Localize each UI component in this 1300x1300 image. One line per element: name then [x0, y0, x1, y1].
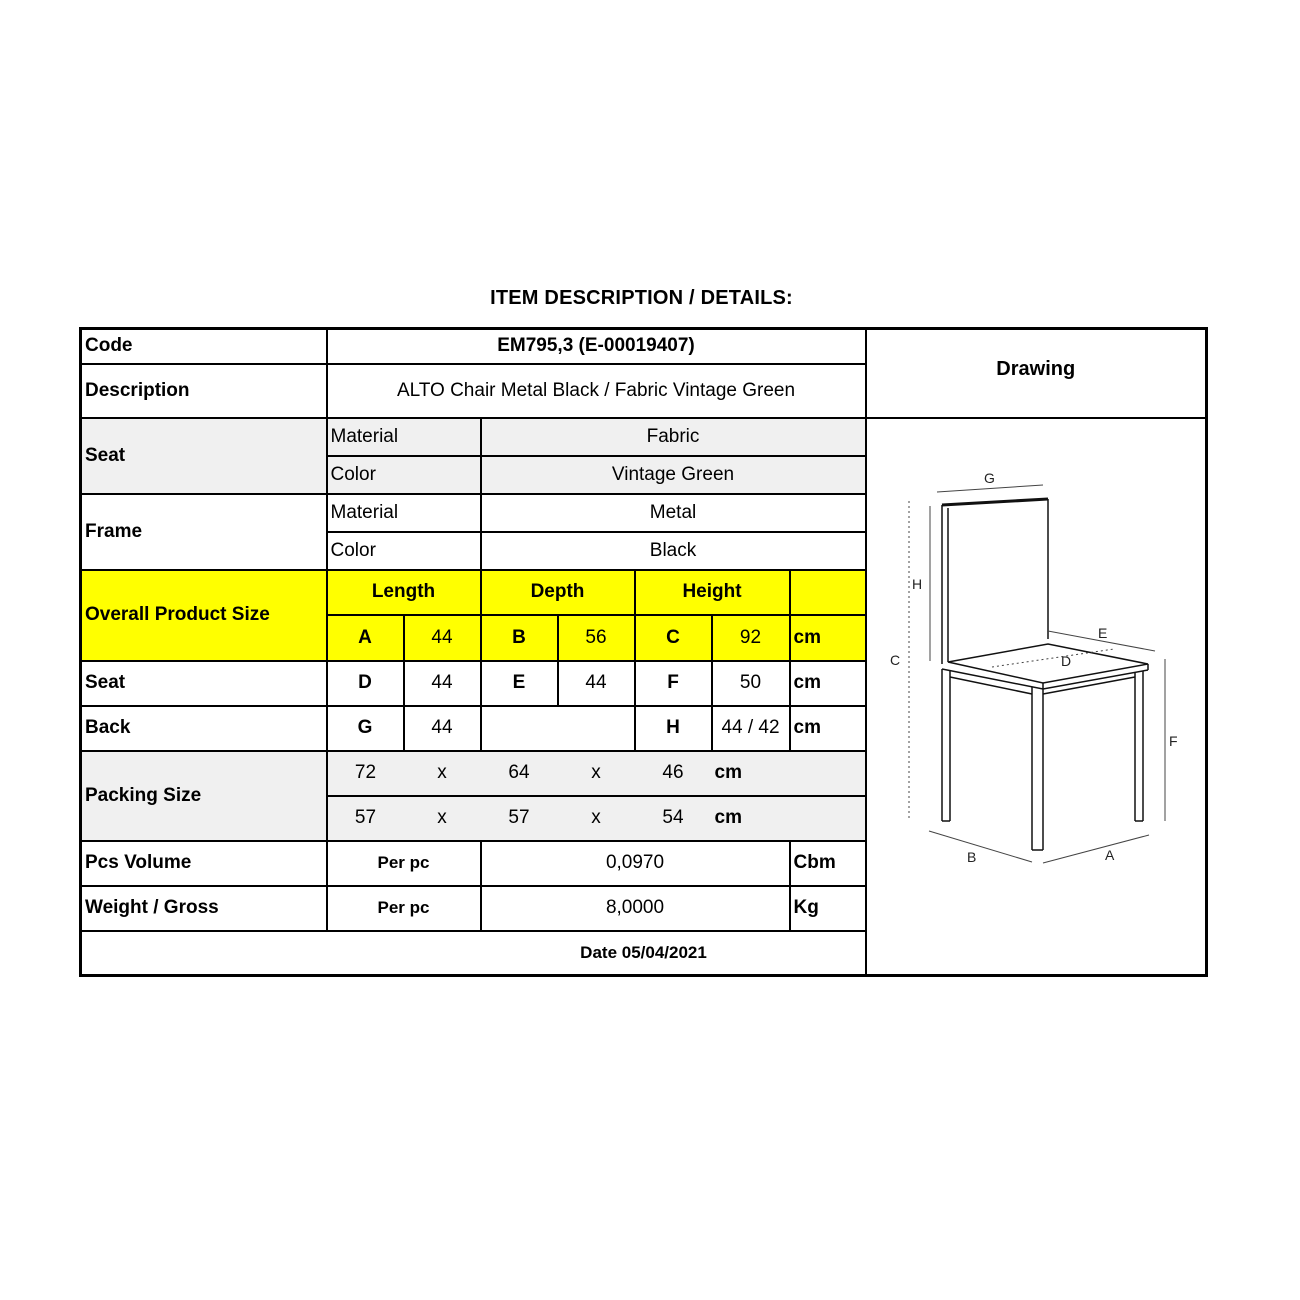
- description-label: Description: [81, 364, 327, 418]
- code-value: EM795,3 (E-00019407): [327, 329, 866, 364]
- packing-2-b: 57: [481, 796, 558, 841]
- seat-color-label: Color: [327, 456, 481, 494]
- volume-label: Pcs Volume: [81, 841, 327, 886]
- overall-size-header-blank: [790, 570, 866, 615]
- spec-table: [79, 327, 1208, 977]
- drawing-label-d: D: [1060, 652, 1071, 669]
- dim-h-value: 44 / 42: [712, 706, 790, 751]
- dim-c-value: 92: [712, 615, 790, 661]
- dim-b-label: B: [481, 615, 558, 661]
- dim-a-value: 44: [404, 615, 481, 661]
- packing-2-a: 57: [327, 796, 404, 841]
- dim-h-label: H: [635, 706, 712, 751]
- weight-value: 8,0000: [481, 886, 790, 931]
- sheet-title: ITEM DESCRIPTION / DETAILS:: [490, 287, 793, 309]
- volume-value: 0,0970: [481, 841, 790, 886]
- date-value: Date 05/04/2021: [81, 931, 1207, 976]
- drawing-label-c: C: [889, 651, 900, 668]
- height-label: Height: [635, 570, 790, 615]
- depth-label: Depth: [481, 570, 635, 615]
- packing-2-c: 54: [635, 796, 712, 841]
- drawing-label-b: B: [966, 848, 976, 865]
- drawing-label-f: F: [1168, 732, 1178, 749]
- drawing-label-e: E: [1097, 624, 1107, 641]
- packing-1-c: 46: [635, 751, 712, 796]
- dim-g-value: 44: [404, 706, 481, 751]
- packing-2-unit: cm: [712, 796, 790, 841]
- packing-size-label: Packing Size: [81, 751, 327, 841]
- length-label: Length: [327, 570, 481, 615]
- dim-b-value: 56: [558, 615, 635, 661]
- packing-2-x2: x: [558, 796, 635, 841]
- overall-size-label: Overall Product Size: [81, 570, 327, 661]
- dim-e-label: E: [481, 661, 558, 706]
- drawing-header: Drawing: [866, 329, 1207, 418]
- weight-per: Per pc: [327, 886, 481, 931]
- seat-dims-label: Seat: [81, 661, 327, 706]
- packing-1-b: 64: [481, 751, 558, 796]
- packing-1-x1: x: [404, 751, 481, 796]
- dim-c-label: C: [635, 615, 712, 661]
- frame-color-value: Black: [481, 532, 866, 570]
- packing-1-x2: x: [558, 751, 635, 796]
- overall-size-unit: cm: [790, 615, 866, 661]
- dim-d-value: 44: [404, 661, 481, 706]
- back-dims-unit: cm: [790, 706, 866, 751]
- dim-g-label: G: [327, 706, 404, 751]
- dim-e-value: 44: [558, 661, 635, 706]
- seat-material-label: Material: [327, 418, 481, 456]
- dim-f-value: 50: [712, 661, 790, 706]
- frame-material-label: Material: [327, 494, 481, 532]
- weight-label: Weight / Gross: [81, 886, 327, 931]
- seat-material-row: [81, 418, 1207, 456]
- drawing-label-h: H: [911, 575, 922, 592]
- frame-color-label: Color: [327, 532, 481, 570]
- frame-material-value: Metal: [481, 494, 866, 532]
- frame-section-label: Frame: [81, 494, 327, 570]
- back-dims-blank: [481, 706, 635, 751]
- seat-section-label: Seat: [81, 418, 327, 494]
- dim-a-label: A: [327, 615, 404, 661]
- volume-per: Per pc: [327, 841, 481, 886]
- drawing-label-a: A: [1104, 846, 1114, 863]
- drawing-label-g: G: [983, 469, 995, 486]
- dim-d-label: D: [327, 661, 404, 706]
- packing-1-blank: [790, 751, 866, 796]
- volume-unit: Cbm: [790, 841, 866, 886]
- packing-1-unit: cm: [712, 751, 790, 796]
- weight-unit: Kg: [790, 886, 866, 931]
- code-label: Code: [81, 329, 327, 364]
- packing-2-blank: [790, 796, 866, 841]
- code-row: [81, 329, 1207, 364]
- drawing-cell: [866, 418, 1207, 976]
- dim-f-label: F: [635, 661, 712, 706]
- packing-1-a: 72: [327, 751, 404, 796]
- back-dims-label: Back: [81, 706, 327, 751]
- seat-material-value: Fabric: [481, 418, 866, 456]
- description-value: ALTO Chair Metal Black / Fabric Vintage Green: [327, 364, 866, 418]
- seat-color-value: Vintage Green: [481, 456, 866, 494]
- packing-2-x1: x: [404, 796, 481, 841]
- seat-dims-unit: cm: [790, 661, 866, 706]
- chair-line-drawing-icon: [867, 419, 1207, 933]
